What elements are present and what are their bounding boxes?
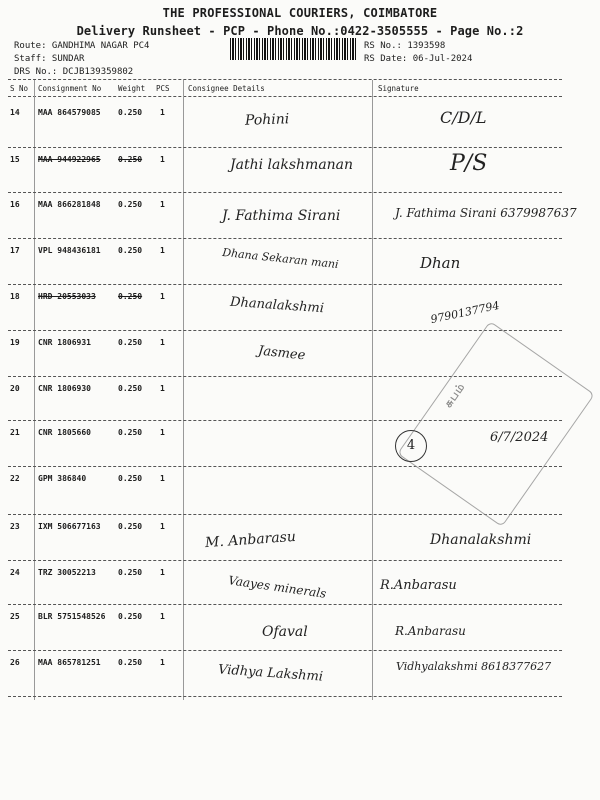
col-pcs: PCS <box>156 84 170 93</box>
row-weight: 0.250 <box>118 155 143 164</box>
row-weight: 0.250 <box>118 658 143 667</box>
signature-handwriting: P/S <box>450 151 488 176</box>
row-pieces: 1 <box>160 246 165 255</box>
stamp-seal <box>397 321 595 527</box>
row-serial-number: 23 <box>10 522 20 531</box>
row-consignment-number: MAA 944922965 <box>38 155 101 164</box>
signature-handwriting: Dhan <box>420 254 461 272</box>
row-serial-number: 20 <box>10 384 20 393</box>
signature-handwriting: Vidhyalakshmi 8618377627 <box>396 660 552 673</box>
row-consignment-number: CNR 1806931 <box>38 338 91 347</box>
row-serial-number: 22 <box>10 474 20 483</box>
consignee-handwriting: Pohini <box>244 111 290 129</box>
col-divider <box>372 80 373 700</box>
col-weight: Weight <box>118 84 146 93</box>
row-serial-number: 25 <box>10 612 20 621</box>
row-pieces: 1 <box>160 292 165 301</box>
row-consignment-number: GPM 386840 <box>38 474 87 483</box>
row-divider <box>8 192 562 193</box>
row-serial-number: 24 <box>10 568 20 577</box>
row-consignment-number: MAA 865781251 <box>38 658 101 667</box>
runsheet-meta-left <box>14 40 149 79</box>
row-divider <box>8 514 562 515</box>
row-serial-number: 26 <box>10 658 20 667</box>
staff-label: Staff: SUNDAR <box>14 54 85 64</box>
row-serial-number: 14 <box>10 108 20 117</box>
row-pieces: 1 <box>160 108 165 117</box>
col-divider <box>34 80 35 700</box>
row-divider <box>8 284 562 285</box>
row-serial-number: 15 <box>10 155 20 164</box>
row-divider <box>8 560 562 561</box>
consignee-handwriting: Vaayes minerals <box>227 573 328 601</box>
row-consignment-number: BLR 5751548526 <box>38 612 106 621</box>
company-title: THE PROFESSIONAL COURIERS, COIMBATORE <box>162 6 438 20</box>
row-weight: 0.250 <box>118 522 143 531</box>
consignee-handwriting: Vidhya Lakshmi <box>217 662 324 685</box>
circled-count: 4 <box>395 430 427 462</box>
row-serial-number: 21 <box>10 428 20 437</box>
row-consignment-number: IXM 506677163 <box>38 522 101 531</box>
table-header-rule <box>8 96 562 97</box>
col-divider <box>183 80 184 700</box>
consignee-handwriting: M. Anbarasu <box>204 528 297 552</box>
row-pieces: 1 <box>160 200 165 209</box>
row-consignment-number: MAA 864579085 <box>38 108 101 117</box>
drs-label: DRS No.: DCJB139359802 <box>14 67 134 77</box>
row-consignment-number: VPL 948436181 <box>38 246 101 255</box>
row-divider <box>8 604 562 605</box>
row-serial-number: 19 <box>10 338 20 347</box>
row-serial-number: 16 <box>10 200 20 209</box>
col-sno: S No <box>10 84 29 93</box>
consignee-handwriting: Ofaval <box>262 624 308 640</box>
barcode <box>230 38 358 60</box>
consignee-handwriting: Dhana Sekaran mani <box>221 245 340 272</box>
rs-date: RS Date: 06-Jul-2024 <box>364 54 473 64</box>
row-weight: 0.250 <box>118 474 143 483</box>
row-consignment-number: CNR 1805660 <box>38 428 91 437</box>
rs-number: RS No.: 1393598 <box>364 41 446 51</box>
row-divider <box>8 147 562 148</box>
row-weight: 0.250 <box>118 108 143 117</box>
col-consignee: Consignee Details <box>188 84 265 93</box>
runsheet-subtitle: Delivery Runsheet - PCP - Phone No.:0422-3505555 - Page No.:2 <box>76 24 524 38</box>
consignee-handwriting: Dhanalakshmi <box>229 294 325 317</box>
col-signature: Signature <box>378 84 419 93</box>
row-pieces: 1 <box>160 658 165 667</box>
row-pieces: 1 <box>160 338 165 347</box>
row-pieces: 1 <box>160 384 165 393</box>
signature-handwriting: C/D/L <box>440 108 487 127</box>
row-weight: 0.250 <box>118 338 143 347</box>
signature-handwriting: 6/7/2024 <box>490 430 549 445</box>
row-consignment-number: MAA 866281848 <box>38 200 101 209</box>
row-pieces: 1 <box>160 522 165 531</box>
row-consignment-number: CNR 1806930 <box>38 384 91 393</box>
col-consignment: Consignment No <box>38 84 102 93</box>
signature-handwriting: J. Fathima Sirani 6379987637 <box>395 206 577 220</box>
row-weight: 0.250 <box>118 246 143 255</box>
signature-handwriting: R.Anbarasu <box>395 624 466 638</box>
row-consignment-number: TRZ 30052213 <box>38 568 96 577</box>
runsheet-meta-right <box>364 40 472 66</box>
row-divider <box>8 330 562 331</box>
row-weight: 0.250 <box>118 612 143 621</box>
row-serial-number: 18 <box>10 292 20 301</box>
row-divider <box>8 650 562 651</box>
consignee-handwriting: Jathi lakshmanan <box>230 157 354 173</box>
row-pieces: 1 <box>160 612 165 621</box>
consignee-handwriting: Jasmee <box>257 343 307 364</box>
row-pieces: 1 <box>160 155 165 164</box>
route-label: Route: GANDHIMA NAGAR PC4 <box>14 41 150 51</box>
row-serial-number: 17 <box>10 246 20 255</box>
table-top-rule <box>8 79 562 80</box>
row-pieces: 1 <box>160 474 165 483</box>
signature-handwriting: 9790137794 <box>429 298 501 327</box>
row-weight: 0.250 <box>118 568 143 577</box>
row-divider <box>8 238 562 239</box>
row-pieces: 1 <box>160 568 165 577</box>
row-weight: 0.250 <box>118 292 143 301</box>
row-pieces: 1 <box>160 428 165 437</box>
row-weight: 0.250 <box>118 428 143 437</box>
row-consignment-number: HRD 20553033 <box>38 292 96 301</box>
row-weight: 0.250 <box>118 200 143 209</box>
row-weight: 0.250 <box>118 384 143 393</box>
signature-handwriting: Dhanalakshmi <box>430 532 532 548</box>
stamp-title: சுபம் <box>441 380 468 410</box>
row-divider <box>8 696 562 697</box>
consignee-handwriting: J. Fathima Sirani <box>222 208 341 224</box>
signature-handwriting: R.Anbarasu <box>380 578 457 593</box>
